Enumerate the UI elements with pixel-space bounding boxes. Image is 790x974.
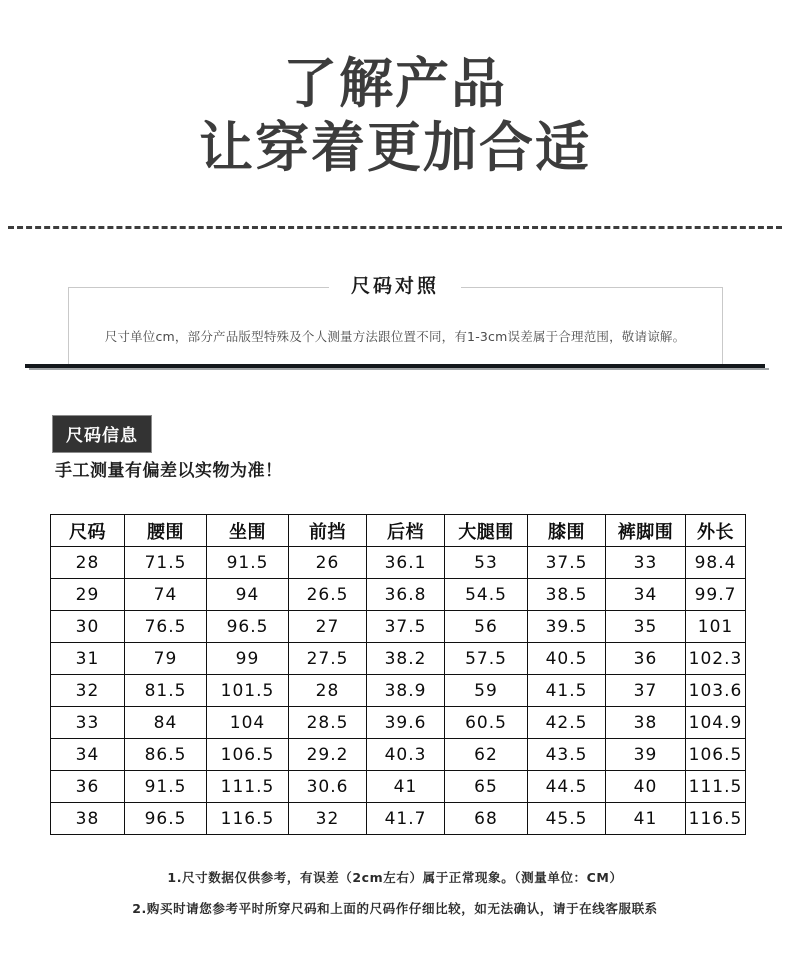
table-cell: 40.3: [367, 739, 445, 771]
size-table: [50, 514, 746, 835]
size-compare-note: 尺寸单位cm，部分产品版型特殊及个人测量方法跟位置不同，有1-3cm误差属于合理范围，敬请谅解。: [104, 329, 686, 344]
headline-line-1: 了解产品: [283, 52, 507, 115]
table-cell-size: 31: [51, 643, 125, 675]
table-cell: 86.5: [125, 739, 207, 771]
table-cell: 116.5: [207, 803, 289, 835]
footnote-2: 2.购买时请您参考平时所穿尺码和上面的尺码作仔细比较，如无法确认，请于在线客服联系: [132, 901, 658, 916]
table-header-cell: 前挡: [289, 515, 367, 547]
table-cell: 96.5: [125, 803, 207, 835]
table-cell: 28: [289, 675, 367, 707]
table-cell: 76.5: [125, 611, 207, 643]
table-cell: 36.1: [367, 547, 445, 579]
table-row: [51, 579, 746, 611]
table-cell: 27: [289, 611, 367, 643]
table-cell: 106.5: [686, 739, 746, 771]
table-cell: 38: [606, 707, 686, 739]
table-cell: 111.5: [686, 771, 746, 803]
dashed-divider: [8, 226, 782, 229]
table-cell: 41: [367, 771, 445, 803]
table-cell: 36.8: [367, 579, 445, 611]
table-cell-size: 34: [51, 739, 125, 771]
table-cell-size: 38: [51, 803, 125, 835]
table-cell: 27.5: [289, 643, 367, 675]
table-cell: 71.5: [125, 547, 207, 579]
table-row: [51, 707, 746, 739]
table-cell: 26: [289, 547, 367, 579]
table-cell-size: 36: [51, 771, 125, 803]
table-cell: 37: [606, 675, 686, 707]
table-cell: 65: [445, 771, 528, 803]
table-cell: 28.5: [289, 707, 367, 739]
table-header-row: [51, 515, 746, 547]
size-compare-title: 尺码对照: [329, 271, 461, 298]
table-cell: 62: [445, 739, 528, 771]
table-cell-size: 33: [51, 707, 125, 739]
table-cell: 99: [207, 643, 289, 675]
table-cell: 81.5: [125, 675, 207, 707]
table-cell: 39.5: [528, 611, 606, 643]
table-cell: 44.5: [528, 771, 606, 803]
table-cell: 38.9: [367, 675, 445, 707]
table-cell: 40: [606, 771, 686, 803]
table-header-cell: 大腿围: [445, 515, 528, 547]
table-cell: 104: [207, 707, 289, 739]
table-cell: 37.5: [367, 611, 445, 643]
table-row: [51, 643, 746, 675]
table-cell: 84: [125, 707, 207, 739]
table-cell: 57.5: [445, 643, 528, 675]
table-cell: 38.2: [367, 643, 445, 675]
table-cell: 41.5: [528, 675, 606, 707]
table-cell: 59: [445, 675, 528, 707]
table-cell: 103.6: [686, 675, 746, 707]
footnotes: [0, 868, 790, 930]
table-row: [51, 547, 746, 579]
table-cell-size: 30: [51, 611, 125, 643]
table-cell: 91.5: [125, 771, 207, 803]
table-row: [51, 739, 746, 771]
table-cell: 32: [289, 803, 367, 835]
table-cell: 42.5: [528, 707, 606, 739]
size-table-wrap: [50, 514, 745, 835]
table-cell: 106.5: [207, 739, 289, 771]
table-header-cell: 尺码: [51, 515, 125, 547]
table-cell: 74: [125, 579, 207, 611]
table-cell: 34: [606, 579, 686, 611]
table-cell: 101.5: [207, 675, 289, 707]
table-cell: 101: [686, 611, 746, 643]
page-headline: [0, 52, 790, 179]
table-cell: 40.5: [528, 643, 606, 675]
table-cell: 99.7: [686, 579, 746, 611]
table-row: [51, 611, 746, 643]
table-cell: 111.5: [207, 771, 289, 803]
table-cell: 35: [606, 611, 686, 643]
heavy-rule: [25, 364, 765, 368]
table-cell: 68: [445, 803, 528, 835]
table-cell: 94: [207, 579, 289, 611]
table-cell: 60.5: [445, 707, 528, 739]
table-header-cell: 外长: [686, 515, 746, 547]
manual-measure-subtitle: 手工测量有偏差以实物为准！: [55, 461, 283, 481]
table-cell: 39.6: [367, 707, 445, 739]
table-row: [51, 675, 746, 707]
table-cell: 91.5: [207, 547, 289, 579]
footnote-1: 1.尺寸数据仅供参考，有误差（2cm左右）属于正常现象。（测量单位：CM）: [167, 870, 623, 885]
table-cell: 116.5: [686, 803, 746, 835]
table-cell: 79: [125, 643, 207, 675]
table-cell-size: 32: [51, 675, 125, 707]
table-cell: 96.5: [207, 611, 289, 643]
table-cell: 43.5: [528, 739, 606, 771]
table-cell: 37.5: [528, 547, 606, 579]
table-cell: 45.5: [528, 803, 606, 835]
table-cell: 30.6: [289, 771, 367, 803]
headline-line-2: 让穿着更加合适: [199, 115, 591, 179]
table-cell: 104.9: [686, 707, 746, 739]
table-cell: 33: [606, 547, 686, 579]
table-header-cell: 膝围: [528, 515, 606, 547]
table-header-cell: 后档: [367, 515, 445, 547]
table-cell: 54.5: [445, 579, 528, 611]
table-header-cell: 裤脚围: [606, 515, 686, 547]
heavy-rule-shadow: [29, 368, 769, 370]
table-cell-size: 28: [51, 547, 125, 579]
table-cell: 53: [445, 547, 528, 579]
table-cell: 41: [606, 803, 686, 835]
table-cell: 38.5: [528, 579, 606, 611]
table-header-cell: 坐围: [207, 515, 289, 547]
table-cell: 39: [606, 739, 686, 771]
table-cell: 36: [606, 643, 686, 675]
table-row: [51, 803, 746, 835]
table-cell: 41.7: [367, 803, 445, 835]
size-info-badge: 尺码信息: [52, 415, 152, 453]
table-row: [51, 771, 746, 803]
table-cell-size: 29: [51, 579, 125, 611]
table-cell: 98.4: [686, 547, 746, 579]
table-cell: 29.2: [289, 739, 367, 771]
table-cell: 56: [445, 611, 528, 643]
table-header-cell: 腰围: [125, 515, 207, 547]
table-cell: 102.3: [686, 643, 746, 675]
table-cell: 26.5: [289, 579, 367, 611]
